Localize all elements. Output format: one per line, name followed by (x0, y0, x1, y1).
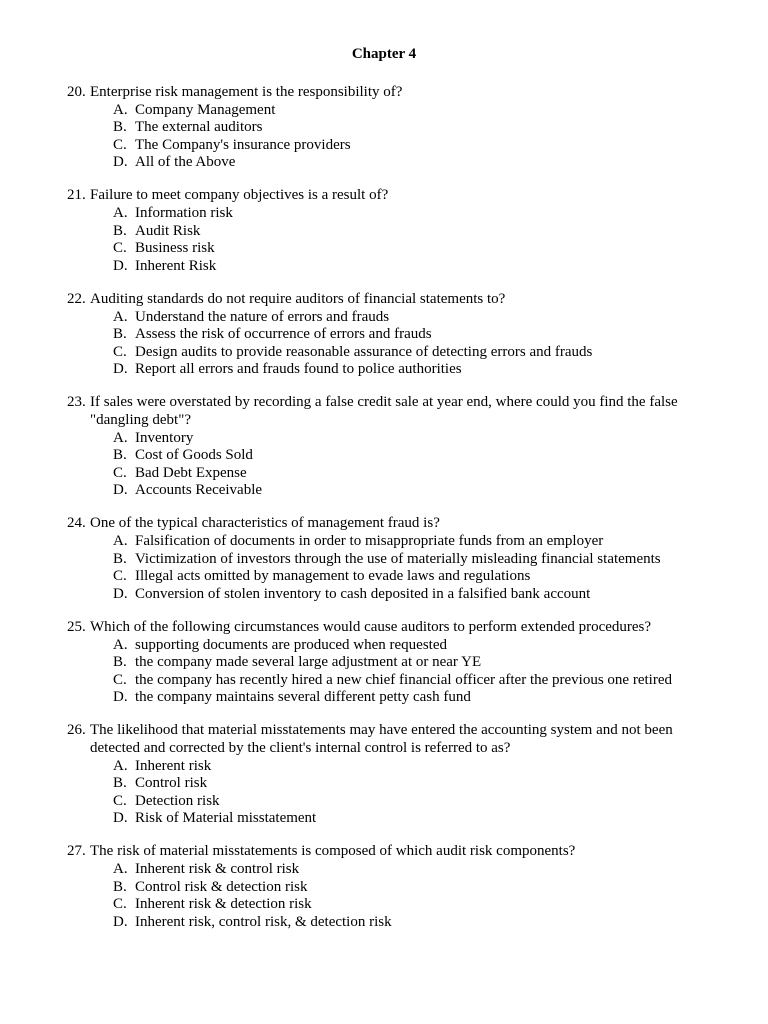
question-item (67, 619, 707, 707)
option-letter: D. (113, 257, 128, 274)
question-text: Which of the following circumstances would cause auditors to perform extended procedures? (90, 618, 652, 635)
answer-options (67, 861, 707, 931)
answer-option (67, 205, 707, 223)
option-text: the company has recently hired a new chief financial officer after the previous one retired (135, 671, 672, 688)
answer-option (67, 896, 707, 914)
answer-option (67, 637, 707, 655)
option-letter: D. (113, 585, 128, 602)
option-text: Inherent Risk (135, 257, 217, 274)
answer-option (67, 223, 707, 241)
option-text: Information risk (135, 205, 233, 222)
answer-option (67, 861, 707, 879)
option-text: Detection risk (135, 792, 220, 809)
option-letter: A. (113, 205, 128, 222)
answer-options (67, 102, 707, 172)
answer-option (67, 465, 707, 483)
option-letter: D. (113, 810, 128, 827)
answer-options (67, 430, 707, 500)
option-letter: D. (113, 154, 128, 171)
option-text: Understand the nature of errors and frauds (135, 308, 390, 325)
answer-option (67, 430, 707, 448)
option-letter: A. (113, 861, 128, 878)
option-letter: D. (113, 482, 128, 499)
answer-option (67, 361, 707, 379)
question-list (67, 84, 707, 947)
answer-option (67, 793, 707, 811)
question-stem (67, 619, 707, 637)
option-letter: A. (113, 101, 128, 118)
question-text: The likelihood that material misstatements may have entered the accounting system and not been detected and corrected by the client's internal control is referred to as? (90, 722, 673, 756)
question-number: 21. (67, 187, 86, 204)
answer-option (67, 447, 707, 465)
option-letter: B. (113, 550, 127, 567)
question-item (67, 291, 707, 379)
option-text: Audit Risk (135, 222, 201, 239)
question-stem (67, 722, 707, 757)
question-stem (67, 291, 707, 309)
answer-option (67, 672, 707, 690)
answer-options (67, 637, 707, 707)
answer-options (67, 533, 707, 603)
option-text: All of the Above (135, 154, 236, 171)
option-text: Business risk (135, 240, 215, 257)
option-text: Victimization of investors through the use of materially misleading financial statements (135, 550, 661, 567)
option-text: Design audits to provide reasonable assurance of detecting errors and frauds (135, 343, 593, 360)
question-stem (67, 843, 707, 861)
option-text: Assess the risk of occurrence of errors and frauds (135, 326, 432, 343)
question-item (67, 515, 707, 603)
option-letter: A. (113, 429, 128, 446)
option-letter: A. (113, 308, 128, 325)
question-text: The risk of material misstatements is composed of which audit risk components? (90, 843, 576, 860)
option-letter: C. (113, 343, 127, 360)
answer-option (67, 810, 707, 828)
answer-options (67, 205, 707, 275)
option-letter: C. (113, 568, 127, 585)
page-title: Chapter 4 (351, 46, 417, 62)
option-letter: A. (113, 533, 128, 550)
option-text: Inventory (135, 429, 194, 446)
answer-option (67, 137, 707, 155)
option-text: Conversion of stolen inventory to cash deposited in a falsified bank account (135, 585, 591, 602)
option-text: Falsification of documents in order to misappropriate funds from an employer (135, 533, 604, 550)
option-letter: B. (113, 326, 127, 343)
option-text: Risk of Material misstatement (135, 810, 317, 827)
option-text: Company Management (135, 101, 276, 118)
option-letter: C. (113, 671, 127, 688)
answer-option (67, 240, 707, 258)
option-text: Accounts Receivable (135, 482, 263, 499)
answer-option (67, 344, 707, 362)
question-number: 23. (67, 394, 86, 411)
question-text: Failure to meet company objectives is a result of? (90, 187, 389, 204)
question-number: 24. (67, 515, 86, 532)
question-stem (67, 515, 707, 533)
option-letter: B. (113, 222, 127, 239)
option-text: Control risk (135, 775, 208, 792)
option-text: Bad Debt Expense (135, 464, 247, 481)
question-number: 20. (67, 84, 86, 100)
option-text: Report all errors and frauds found to police authorities (135, 361, 462, 378)
answer-option (67, 568, 707, 586)
answer-option (67, 154, 707, 172)
question-text: Enterprise risk management is the responsibility of? (90, 84, 403, 100)
answer-option (67, 482, 707, 500)
option-letter: C. (113, 240, 127, 257)
option-letter: D. (113, 689, 128, 706)
option-text: the company maintains several different petty cash fund (135, 689, 471, 706)
answer-option (67, 879, 707, 897)
question-item (67, 722, 707, 828)
answer-option (67, 586, 707, 604)
answer-option (67, 309, 707, 327)
option-text: Inherent risk & control risk (135, 861, 300, 878)
answer-option (67, 914, 707, 932)
question-stem (67, 394, 707, 429)
option-letter: C. (113, 792, 127, 809)
option-letter: D. (113, 913, 128, 930)
option-letter: D. (113, 361, 128, 378)
option-letter: B. (113, 654, 127, 671)
question-stem (67, 84, 707, 102)
answer-option (67, 689, 707, 707)
option-letter: C. (113, 464, 127, 481)
question-number: 22. (67, 290, 86, 307)
answer-option (67, 551, 707, 569)
answer-option (67, 102, 707, 120)
option-text: The external auditors (135, 119, 263, 136)
answer-option (67, 533, 707, 551)
question-item (67, 84, 707, 172)
question-stem (67, 187, 707, 205)
option-text: the company made several large adjustment at or near YE (135, 654, 482, 671)
option-text: Illegal acts omitted by management to evade laws and regulations (135, 568, 531, 585)
answer-option (67, 775, 707, 793)
question-text: If sales were overstated by recording a false credit sale at year end, where could you find the false "dangling debt"? (90, 394, 678, 428)
option-letter: B. (113, 447, 127, 464)
answer-option (67, 258, 707, 276)
answer-options (67, 309, 707, 379)
question-item (67, 843, 707, 931)
question-text: One of the typical characteristics of management fraud is? (90, 515, 440, 532)
question-item (67, 394, 707, 500)
option-text: supporting documents are produced when requested (135, 636, 447, 653)
answer-option (67, 119, 707, 137)
option-text: Inherent risk, control risk, & detection risk (135, 913, 392, 930)
option-letter: B. (113, 119, 127, 136)
option-letter: B. (113, 878, 127, 895)
answer-option (67, 758, 707, 776)
option-letter: B. (113, 775, 127, 792)
answer-options (67, 758, 707, 828)
option-letter: A. (113, 636, 128, 653)
option-text: Cost of Goods Sold (135, 447, 253, 464)
question-number: 26. (67, 722, 86, 739)
question-number: 25. (67, 618, 86, 635)
option-letter: C. (113, 136, 127, 153)
option-letter: A. (113, 757, 128, 774)
option-letter: C. (113, 896, 127, 913)
answer-option (67, 654, 707, 672)
question-text: Auditing standards do not require auditors of financial statements to? (90, 290, 506, 307)
option-text: Inherent risk (135, 757, 212, 774)
option-text: Control risk & detection risk (135, 878, 308, 895)
option-text: Inherent risk & detection risk (135, 896, 312, 913)
option-text: The Company's insurance providers (135, 136, 351, 153)
question-number: 27. (67, 843, 86, 860)
answer-option (67, 326, 707, 344)
question-item (67, 187, 707, 275)
